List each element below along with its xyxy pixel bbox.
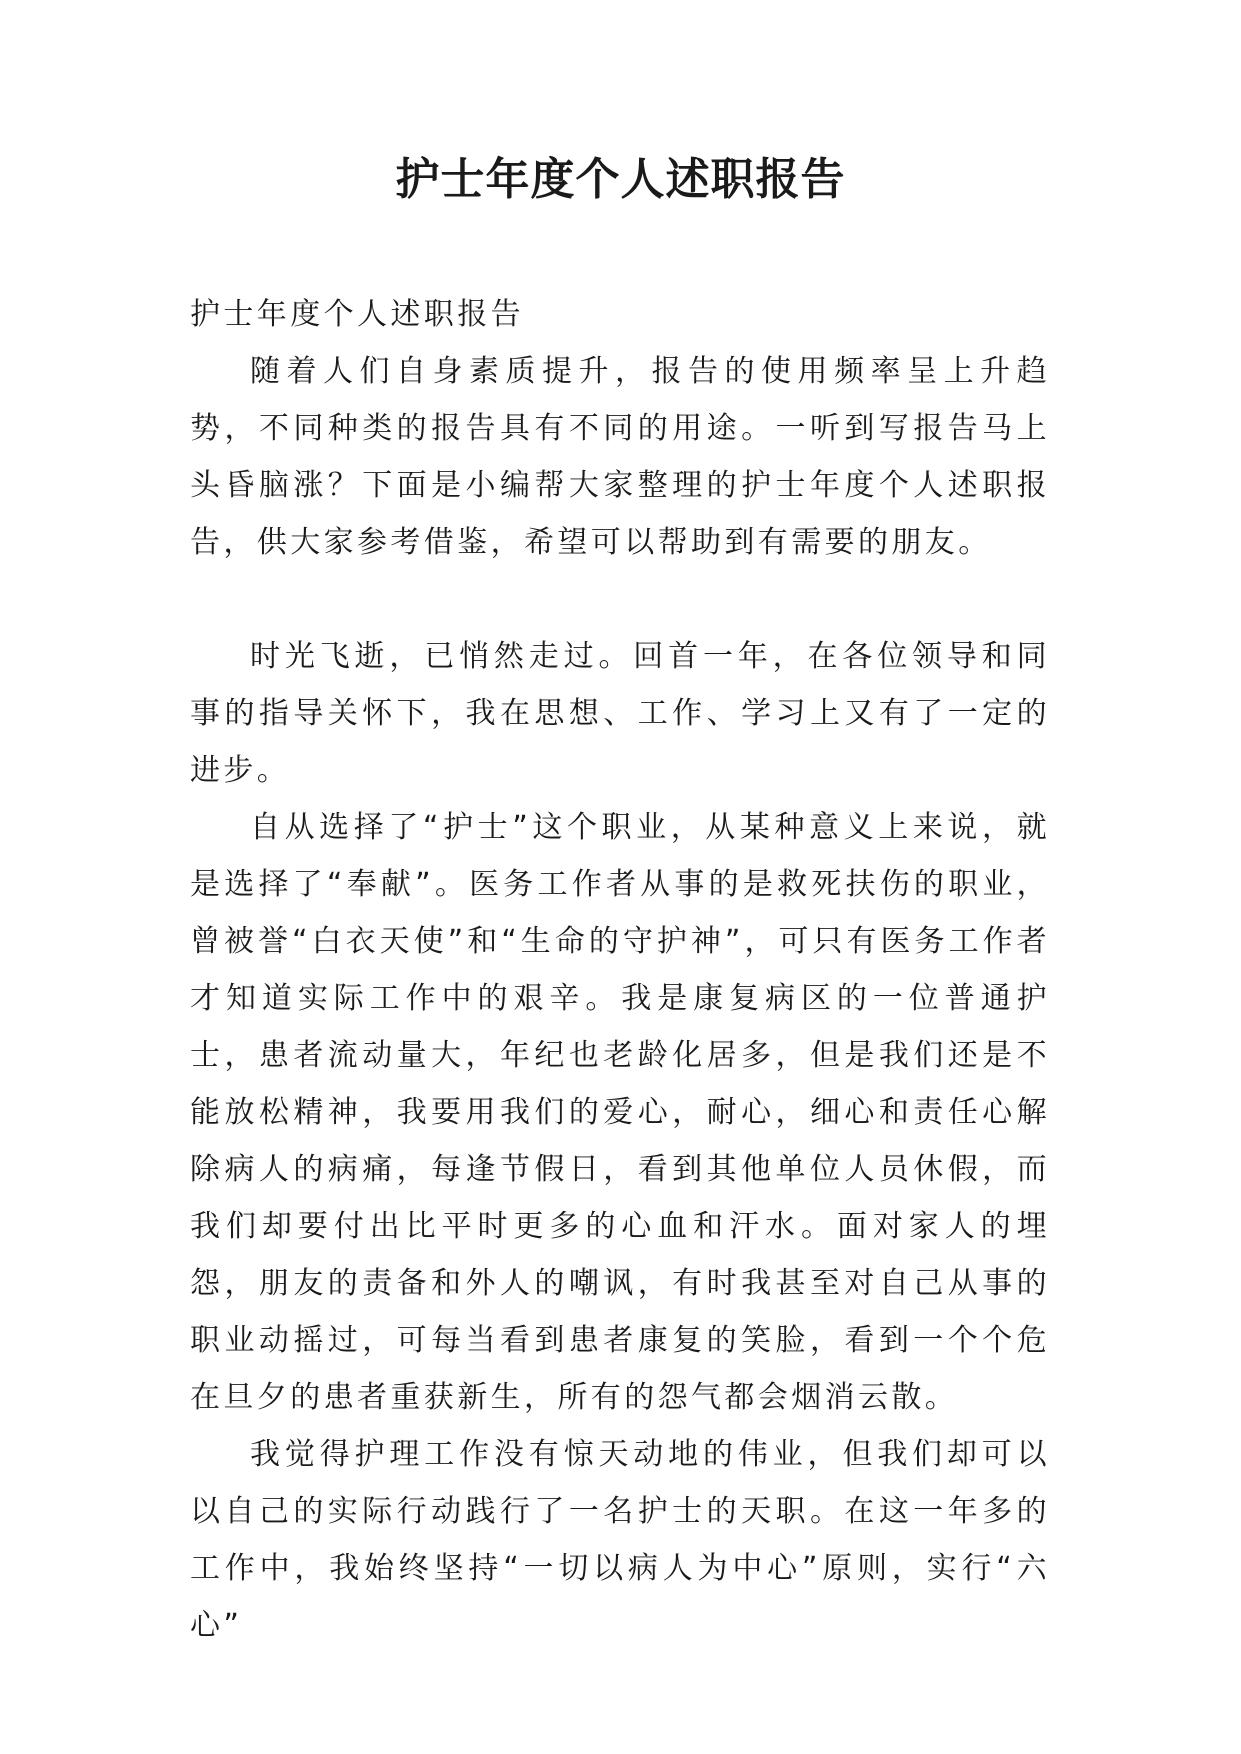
document-body <box>190 286 1050 1654</box>
document-title: 护士年度个人述职报告 <box>395 154 846 205</box>
paragraph-duty: 我觉得护理工作没有惊天动地的伟业，但我们却可以以自己的实际行动践行了一名护士的天职。在这一年多的工作中，我始终坚持“一切以病人为中心”原则，实行“六心” <box>190 1437 1050 1643</box>
document-subtitle: 护士年度个人述职报告 <box>190 297 524 332</box>
paragraph-intro: 随着人们自身素质提升，报告的使用频率呈上升趋势，不同种类的报告具有不同的用途。一听到写报告马上头昏脑涨？下面是小编帮大家整理的护士年度个人述职报告，供大家参考借鉴，希望可以帮助到有需要的朋友。 <box>190 354 1050 560</box>
paragraph-review: 时光飞逝，已悄然走过。回首一年，在各位领导和同事的指导关怀下，我在思想、工作、学习上又有了一定的进步。 <box>190 639 1050 788</box>
paragraph-gap <box>190 571 1050 628</box>
paragraph-dedication: 自从选择了“护士”这个职业，从某种意义上来说，就是选择了“奉献”。医务工作者从事的是救死扶伤的职业，曾被誉“白衣天使”和“生命的守护神”，可只有医务工作者才知道实际工作中的艰辛。我是康复病区的一位普通护士，患者流动量大，年纪也老龄化居多，但是我们还是不能放松精神，我要用我们的爱心，耐心，细心和责任心解除病人的病痛，每逢节假日，看到其他单位人员休假，而我们却要付出比平时更多的心血和汗水。面对家人的埋怨，朋友的责备和外人的嘲讽，有时我甚至对自己从事的职业动摇过，可每当看到患者康复的笑脸，看到一个个危在旦夕的患者重获新生，所有的怨气都会烟消云散。 <box>190 810 1050 1415</box>
